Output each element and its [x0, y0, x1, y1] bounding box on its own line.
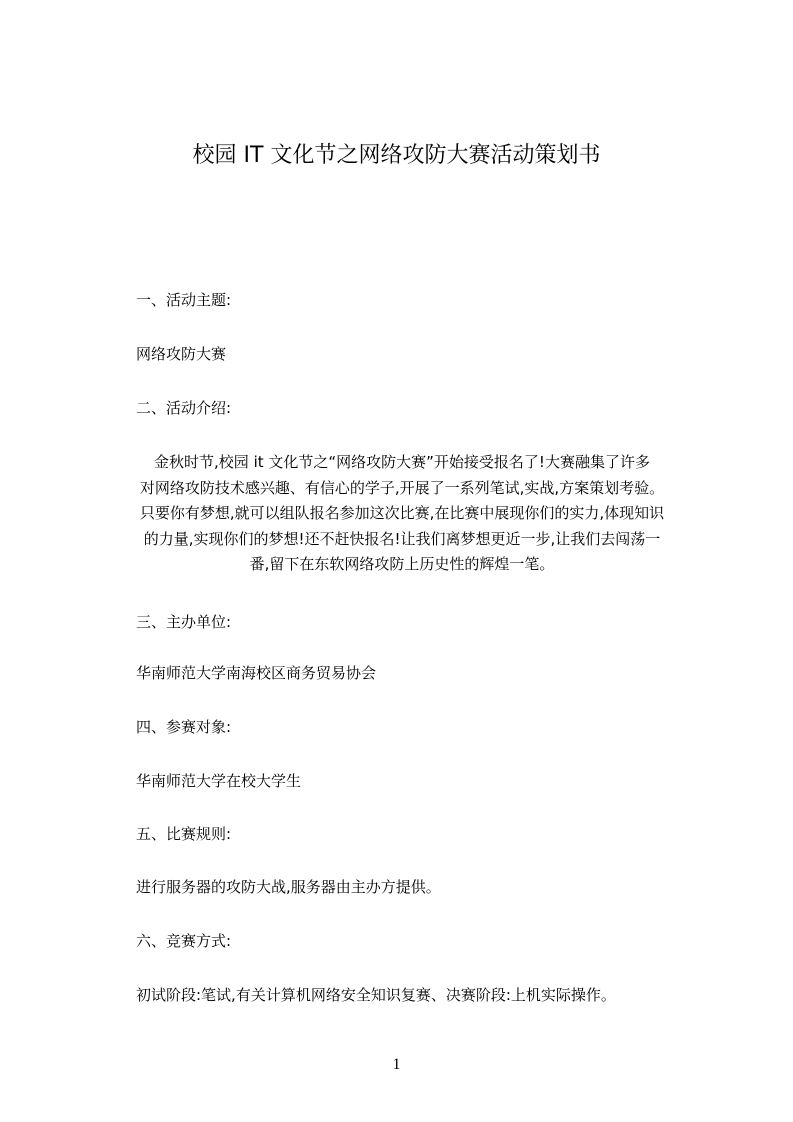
document-title: 校园 IT 文化节之网络攻防大赛活动策划书 — [192, 143, 601, 168]
section-content-organizer: 华南师范大学南海校区商务贸易协会 — [136, 664, 377, 682]
section-content-introduction — [92, 450, 712, 578]
section-heading-theme: 一、活动主题: — [136, 291, 232, 309]
section-content-theme: 网络攻防大赛 — [136, 345, 227, 363]
section-content-rules: 进行服务器的攻防大战,服务器由主办方提供。 — [136, 878, 441, 896]
paragraph-line: 金秋时节,校园 it 文化节之“网络攻防大赛”开始接受报名了!大赛融集了许多 — [154, 453, 650, 471]
section-heading-rules: 五、比赛规则: — [136, 825, 232, 843]
section-content-participants: 华南师范大学在校大学生 — [136, 772, 302, 790]
paragraph-line: 只要你有梦想,就可以组队报名参加这次比赛,在比赛中展现你们的实力,体现知识 — [139, 504, 665, 522]
paragraph-line: 番,留下在东软网络攻防上历史性的辉煌一笔。 — [249, 555, 555, 573]
section-heading-participants: 四、参赛对象: — [136, 718, 232, 736]
section-content-format: 初试阶段:笔试,有关计算机网络安全知识复赛、决赛阶段:上机实际操作。 — [136, 986, 616, 1004]
section-heading-format: 六、竞赛方式: — [136, 932, 232, 950]
paragraph-line: 的力量,实现你们的梦想!还不赶快报名!让我们离梦想更近一步,让我们去闯荡一 — [143, 529, 661, 548]
page-number: 1 — [392, 1056, 401, 1073]
section-heading-organizer: 三、主办单位: — [136, 613, 232, 631]
section-heading-introduction: 二、活动介绍: — [136, 399, 232, 417]
paragraph-line: 对网络攻防技术感兴趣、有信心的学子,开展了一系列笔试,实战,方案策划考验。 — [139, 478, 665, 497]
